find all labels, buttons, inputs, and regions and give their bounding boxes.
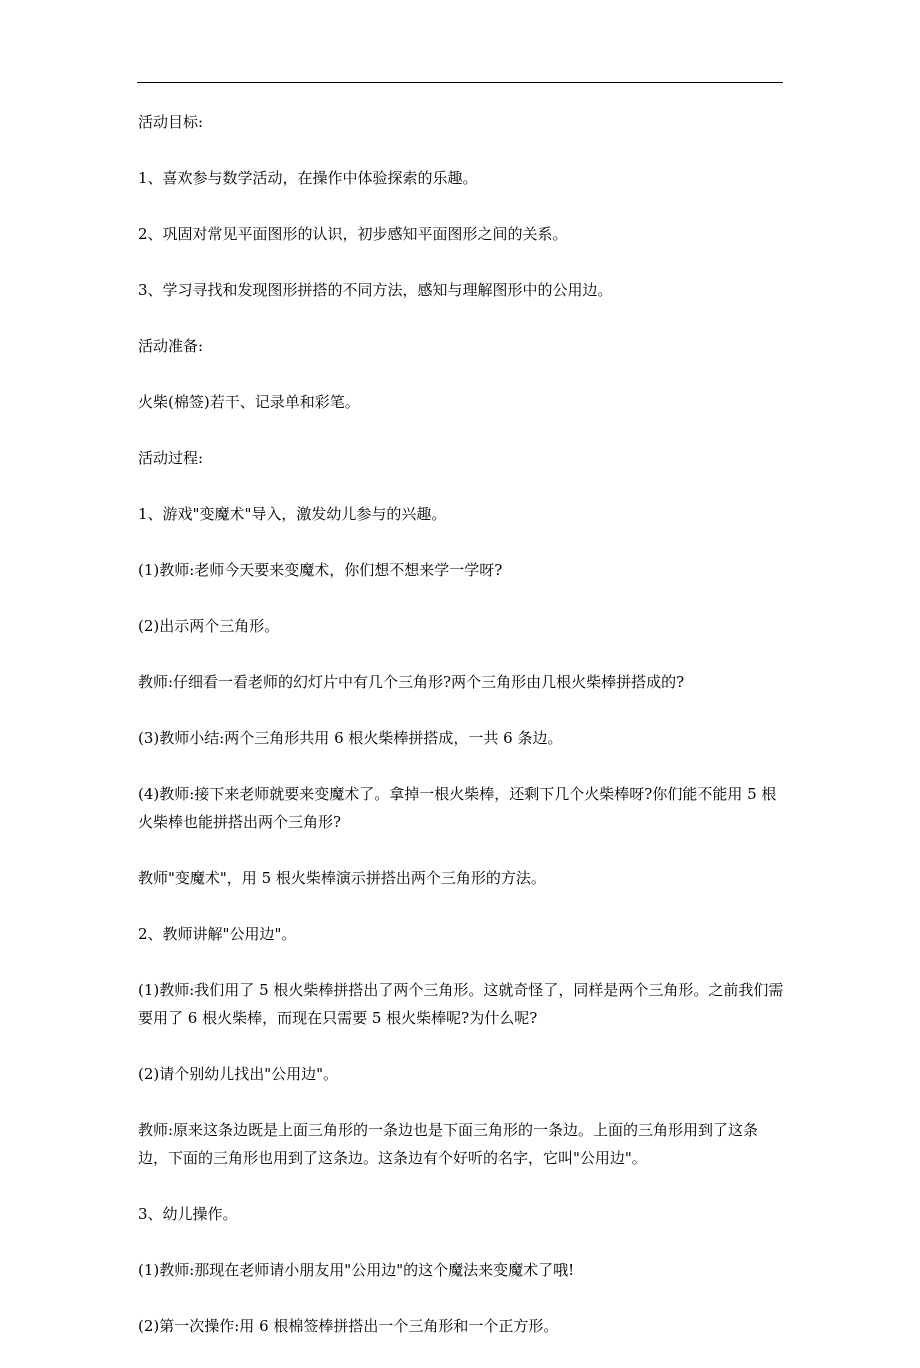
process-step-3: 3、幼儿操作。 [138, 1205, 238, 1223]
process-step-3-sub-1: (1)教师:那现在老师请小朋友用"公用边"的这个魔法来变魔术了哦! [138, 1261, 575, 1279]
goal-item-3: 3、学习寻找和发现图形拼搭的不同方法，感知与理解图形中的公用边。 [138, 281, 613, 299]
teacher-question: 教师:仔细看一看老师的幻灯片中有几个三角形?两个三角形由几根火柴棒拼搭成的? [138, 673, 685, 691]
header-rule [137, 82, 783, 83]
preparation-text: 火柴(棉签)若干、记录单和彩笔。 [138, 393, 360, 411]
heading-activity-process: 活动过程: [138, 449, 204, 467]
heading-activity-goals: 活动目标: [138, 113, 204, 131]
teacher-shared-edge-explanation: 教师:原来这条边既是上面三角形的一条边也是下面三角形的一条边。上面的三角形用到了这条边，下面的三角形也用到了这条边。这条边有个好听的名字，它叫"公用边"。 [138, 1121, 759, 1167]
process-step-1-sub-1: (1)教师:老师今天要来变魔术，你们想不想来学一学呀? [138, 561, 503, 579]
process-step-2-sub-1: (1)教师:我们用了 5 根火柴棒拼搭出了两个三角形。这就奇怪了，同样是两个三角形。之前我们需要用了 6 根火柴棒，而现在只需要 5 根火柴棒呢?为什么呢? [138, 981, 784, 1027]
process-step-3-sub-2: (2)第一次操作:用 6 根棉签棒拼搭出一个三角形和一个正方形。 [138, 1317, 559, 1335]
process-step-1-sub-4: (4)教师:接下来老师就要来变魔术了。拿掉一根火柴棒，还剩下几个火柴棒呀?你们能不能用 5 根火柴棒也能拼搭出两个三角形? [138, 785, 777, 831]
process-step-2-sub-2: (2)请个别幼儿找出"公用边"。 [138, 1065, 339, 1083]
process-step-1-sub-2: (2)出示两个三角形。 [138, 617, 280, 635]
teacher-magic-demo: 教师"变魔术"，用 5 根火柴棒演示拼搭出两个三角形的方法。 [138, 869, 546, 887]
heading-activity-preparation: 活动准备: [138, 337, 204, 355]
process-step-1-sub-3: (3)教师小结:两个三角形共用 6 根火柴棒拼搭成，一共 6 条边。 [138, 729, 563, 747]
goal-item-1: 1、喜欢参与数学活动，在操作中体验探索的乐趣。 [138, 169, 478, 187]
document-body [138, 108, 784, 1368]
goal-item-2: 2、巩固对常见平面图形的认识，初步感知平面图形之间的关系。 [138, 225, 568, 243]
process-step-2: 2、教师讲解"公用边"。 [138, 925, 297, 943]
process-step-1: 1、游戏"变魔术"导入，激发幼儿参与的兴趣。 [138, 505, 447, 523]
